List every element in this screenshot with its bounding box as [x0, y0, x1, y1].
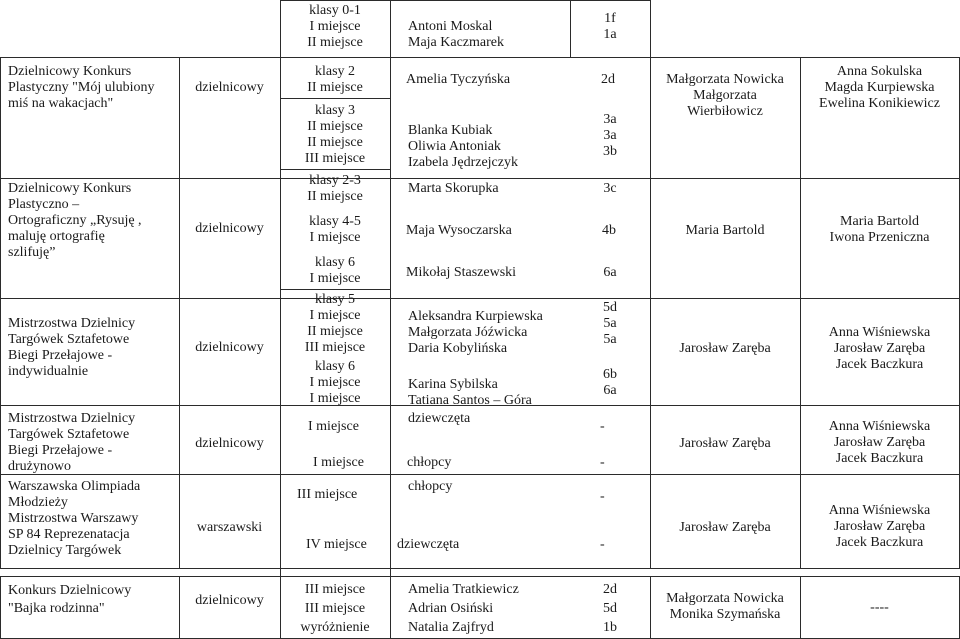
teacher-names — [650, 72, 800, 120]
grid-line-h — [0, 576, 960, 577]
jury-name: Jacek Baczkura — [835, 535, 924, 550]
class-text: 3a — [603, 128, 617, 143]
group-divider — [280, 98, 390, 99]
grid-line-v — [650, 57, 651, 569]
jury-name: Jarosław Zaręba — [833, 519, 926, 534]
dash-text: - — [600, 419, 605, 434]
group-divider — [280, 289, 390, 290]
student-names — [408, 377, 532, 409]
place-text: klasy 6 — [314, 255, 356, 270]
jury-names — [800, 64, 959, 112]
student-name: Antoni Moskal — [408, 19, 493, 34]
dash-text: - — [600, 489, 605, 504]
class-text: 6b — [603, 367, 617, 382]
student-name: Adrian Osiński — [408, 601, 494, 616]
competition-line: Mistrzostwa Dzielnicy — [8, 411, 136, 426]
class-text: 5d — [603, 601, 617, 616]
grid-line-v — [800, 57, 801, 569]
grid-line-v — [0, 576, 1, 639]
class-list — [580, 580, 640, 637]
competition-level: dzielnicowy — [195, 593, 264, 608]
place-text: klasy 4-5 — [309, 214, 361, 229]
competition-line: SP 84 Reprezenatacja — [8, 527, 130, 542]
places-group — [280, 255, 390, 287]
competition-line: drużynowo — [8, 459, 71, 474]
teacher-name: Wierbiłowicz — [687, 104, 763, 119]
dash-text: - — [600, 537, 605, 552]
jury-name: Magda Kurpiewska — [824, 80, 935, 95]
team-text: chłopcy — [407, 455, 452, 470]
student-names — [408, 580, 519, 637]
team-text: dziewczęta — [408, 411, 471, 426]
class-text: 2d — [603, 582, 617, 597]
grid-line-h — [280, 0, 651, 1]
class-text: 4b — [602, 223, 616, 238]
place-text: klasy 2 — [314, 64, 356, 79]
competition-line: Młodzieży — [8, 495, 68, 510]
student-name: Amelia Tratkiewicz — [408, 582, 519, 597]
jury-name: Jarosław Zaręba — [833, 341, 926, 356]
competition-line: miś na wakacjach" — [8, 96, 114, 111]
class-text: 1a — [603, 27, 617, 42]
class-text: 6a — [603, 383, 617, 398]
competition-name — [8, 64, 155, 112]
place-text: klasy 6 — [314, 359, 356, 374]
jury-names — [800, 214, 959, 246]
places-group — [280, 64, 390, 96]
jury-name: Maria Bartold — [840, 214, 919, 229]
place-text: II miejsce — [307, 189, 363, 204]
place-text: I miejsce — [309, 391, 361, 406]
jury-names — [800, 419, 959, 467]
place-text: II miejsce — [307, 119, 363, 134]
student-name: Marta Skorupka — [408, 181, 499, 196]
jury-name: Ewelina Konikiewicz — [819, 96, 940, 111]
grid-line-h — [0, 474, 960, 475]
teacher-name: Jarosław Zaręba — [679, 520, 771, 535]
jury-name: Anna Wiśniewska — [828, 325, 931, 340]
grid-line-h — [0, 568, 960, 569]
places-group — [280, 580, 390, 637]
teacher-name: Monika Szymańska — [669, 607, 781, 622]
competition-line: Targówek Sztafetowe — [8, 332, 130, 347]
student-name: Blanka Kubiak — [408, 123, 493, 138]
teacher-name: Małgorzata Nowicka — [666, 591, 784, 606]
class-list — [580, 112, 640, 160]
class-text: 5a — [603, 332, 617, 347]
place-text: I miejsce — [309, 375, 361, 390]
row0-places — [280, 3, 390, 51]
student-name: Oliwia Antoniak — [408, 139, 501, 154]
grid-line-h — [0, 178, 960, 179]
teacher-names — [650, 591, 800, 623]
jury-name: Jacek Baczkura — [835, 357, 924, 372]
grid-line-h — [0, 298, 960, 299]
student-name: Maja Kaczmarek — [408, 35, 504, 50]
jury-name: Iwona Przeniczna — [829, 230, 930, 245]
competition-line: Warszawska Olimpiada — [8, 479, 141, 494]
class-text: 1f — [604, 11, 616, 26]
competition-line: indywidualnie — [8, 364, 89, 379]
competition-level: dzielnicowy — [195, 80, 264, 95]
class-text: 5d — [603, 300, 617, 315]
jury-name: Anna Sokulska — [836, 64, 923, 79]
competition-line: Plastyczny "Mój ulubiony — [8, 80, 155, 95]
competition-line: Targówek Sztafetowe — [8, 427, 130, 442]
student-name: Daria Kobylińska — [408, 341, 508, 356]
dash-text: - — [600, 455, 605, 470]
class-text: 3c — [603, 181, 617, 196]
student-name: Karina Sybilska — [408, 377, 498, 392]
student-names — [408, 123, 518, 171]
competition-line: "Bajka rodzinna" — [8, 601, 105, 616]
grid-line-v — [390, 0, 391, 639]
class-text: 6a — [603, 265, 617, 280]
competition-line: Ortograficzny „Rysuję , — [8, 213, 142, 228]
competition-line: Plastyczno – — [8, 197, 80, 212]
grid-line-h — [0, 57, 960, 58]
student-name: Tatiana Santos – Góra — [408, 393, 532, 408]
class-list — [580, 367, 640, 399]
student-name: Amelia Tyczyńska — [406, 72, 511, 87]
place-text: klasy 0-1 — [309, 3, 361, 18]
student-name: Małgorzata Jóźwicka — [408, 325, 528, 340]
place-text: III miejsce — [304, 340, 366, 355]
place-text: I miejsce — [309, 19, 361, 34]
competition-name — [8, 181, 142, 261]
place-text: II miejsce — [307, 135, 363, 150]
class-text: 1b — [603, 620, 617, 635]
places-group — [280, 173, 390, 205]
place-text: I miejsce — [308, 419, 359, 434]
place-text: klasy 3 — [314, 103, 356, 118]
grid-line-v — [650, 0, 651, 57]
student-names — [408, 309, 543, 357]
student-name: Izabela Jędrzejczyk — [408, 155, 518, 170]
jury-name: Anna Wiśniewska — [828, 503, 931, 518]
group-divider — [280, 169, 390, 170]
jury-names — [800, 325, 959, 373]
teacher-name: Małgorzata Nowicka — [666, 72, 784, 87]
place-text: II miejsce — [307, 324, 363, 339]
student-name: Maja Wysoczarska — [406, 223, 512, 238]
place-text: II miejsce — [307, 35, 363, 50]
teacher-name: Maria Bartold — [685, 223, 765, 238]
competition-name — [8, 316, 135, 380]
jury-name: Jacek Baczkura — [835, 451, 924, 466]
competition-line: Biegi Przełajowe - — [8, 348, 113, 363]
competition-line: Biegi Przełajowe - — [8, 443, 113, 458]
team-text: dziewczęta — [397, 537, 460, 552]
place-text: I miejsce — [313, 455, 364, 470]
teacher-name: Małgorzata — [693, 88, 757, 103]
place-text: II miejsce — [307, 80, 363, 95]
class-text: 2d — [601, 72, 615, 87]
places-group — [280, 359, 390, 407]
competition-line: maluję ortografię — [8, 229, 105, 244]
competition-level: dzielnicowy — [195, 221, 264, 236]
competition-name — [8, 411, 135, 475]
competition-line: Dzielnicowy Konkurs — [8, 64, 132, 79]
student-name: Mikołaj Staszewski — [406, 265, 517, 280]
competition-name — [8, 479, 140, 559]
teacher-name: Jarosław Zaręba — [679, 341, 771, 356]
place-text: III miejsce — [304, 151, 366, 166]
places-group — [280, 103, 390, 167]
jury-name: Jarosław Zaręba — [833, 435, 926, 450]
class-text: 5a — [603, 316, 617, 331]
row0-classes — [570, 11, 650, 43]
teacher-name: Jarosław Zaręba — [679, 436, 771, 451]
team-text: chłopcy — [408, 479, 453, 494]
place-text: klasy 2-3 — [309, 173, 361, 188]
place-text: III miejsce — [304, 582, 366, 597]
competition-line: Dzielnicowy Konkurs — [8, 181, 132, 196]
grid-line-v — [179, 57, 180, 569]
place-text: I miejsce — [309, 271, 361, 286]
competition-line: szlifuję” — [8, 245, 56, 260]
place-text: IV miejsce — [306, 537, 367, 552]
place-text: III miejsce — [304, 601, 366, 616]
competition-name — [8, 583, 131, 617]
grid-line-v — [0, 57, 1, 569]
competition-level: dzielnicowy — [195, 340, 264, 355]
competition-level: dzielnicowy — [195, 436, 264, 451]
place-text: wyróżnienie — [300, 620, 370, 635]
jury-name: ---- — [870, 600, 889, 615]
competition-line: Konkurs Dzielnicowy — [8, 583, 132, 598]
jury-name: Anna Wiśniewska — [828, 419, 931, 434]
competition-line: Mistrzostwa Dzielnicy — [8, 316, 136, 331]
places-group — [280, 292, 390, 356]
class-text: 3b — [603, 144, 617, 159]
class-list — [580, 300, 640, 348]
place-text: I miejsce — [309, 308, 361, 323]
competition-line: Dzielnicy Targówek — [8, 543, 122, 558]
competition-line: Mistrzostwa Warszawy — [8, 511, 139, 526]
student-name: Aleksandra Kurpiewska — [408, 309, 543, 324]
student-name: Natalia Zajfryd — [408, 620, 494, 635]
place-text: I miejsce — [309, 230, 361, 245]
place-text: III miejsce — [297, 487, 358, 502]
places-group — [280, 214, 390, 246]
jury-names — [800, 503, 959, 551]
competition-level: warszawski — [196, 520, 263, 535]
place-text: klasy 5 — [314, 292, 356, 307]
row0-names — [408, 19, 504, 51]
class-text: 3a — [603, 112, 617, 127]
